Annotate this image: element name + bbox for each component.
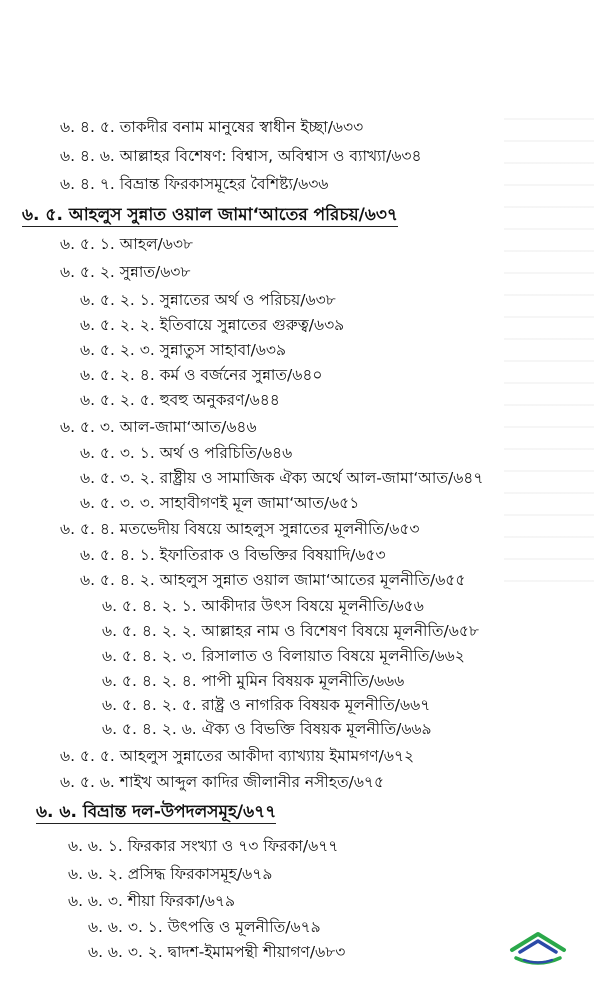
- publisher-logo-icon: [506, 928, 570, 968]
- toc-entry: ৬. ৪. ৭. বিভ্রান্ত ফিরকাসমূহের বৈশিষ্ট্য/৬৩৬: [60, 175, 329, 193]
- toc-entry: ৬. ৬. ৩. ১. উৎপত্তি ও মূলনীতি/৬৭৯: [88, 918, 321, 936]
- toc-section-heading-text: ৬. ৬. বিভ্রান্ত দল-উপদলসমূহ/৬৭৭: [36, 802, 277, 822]
- toc-entry: ৬. ৫. ৪. ২. আহলুস সুন্নাত ওয়াল জামা‘আতের মূলনীতি/৬৫৫: [80, 571, 466, 589]
- toc-section-heading: [22, 204, 398, 226]
- toc-entry: ৬. ৫. ৪. ১. ইফাতিরাক ও বিভক্তির বিষয়াদি/৬৫৩: [80, 546, 386, 564]
- toc-section-heading-text: ৬. ৫. আহলুস সুন্নাত ওয়াল জামা‘আতের পরিচয়/৬৩৭: [22, 205, 398, 225]
- toc-entry: ৬. ৫. ৪. ২. ৫. রাষ্ট্র ও নাগরিক বিষয়ক মূলনীতি/৬৬৭: [102, 696, 431, 714]
- toc-entry: ৬. ৫. ৩. ১. অর্থ ও পরিচিতি/৬৪৬: [80, 444, 293, 462]
- toc-entry: ৬. ৫. ২. ৪. কর্ম ও বর্জনের সুন্নাত/৬৪০: [80, 366, 323, 384]
- toc-entry: ৬. ৫. ৪. ২. ৬. ঐক্য ও বিভক্তি বিষয়ক মূলনীতি/৬৬৯: [102, 720, 432, 738]
- toc-entry: ৬. ৬. ৩. ২. দ্বাদশ-ইমামপন্থী শীয়াগণ/৬৮৩: [88, 943, 346, 961]
- toc-entry: ৬. ৬. ৩. শীয়া ফিরকা/৬৭৯: [68, 892, 236, 910]
- toc-entry: ৬. ৬. ১. ফিরকার সংখ্যা ও ৭৩ ফিরকা/৬৭৭: [68, 837, 339, 855]
- toc-entry: ৬. ৫. ২. সুন্নাত/৬৩৮: [60, 263, 191, 281]
- toc-entry: ৬. ৫. ৩. আল-জামা‘আত/৬৪৬: [60, 418, 257, 436]
- toc-entry: ৬. ৫. ৪. মতভেদীয় বিষয়ে আহলুস সুন্নাতের মূলনীতি/৬৫৩: [60, 520, 420, 538]
- toc-entry: ৬. ৫. ২. ৩. সুন্নাতুস সাহাবা/৬৩৯: [80, 341, 287, 359]
- toc-entry: ৬. ৫. ৪. ২. ৪. পাপী মুমিন বিষয়ক মূলনীতি/৬৬৬: [102, 672, 405, 690]
- toc-entry: ৬. ৫. ২. ২. ইতিবায়ে সুন্নাতের গুরুত্ব/৬৩৯: [80, 316, 345, 334]
- toc-entry: ৬. ৬. ২. প্রসিদ্ধ ফিরকাসমূহ/৬৭৯: [68, 865, 273, 883]
- toc-entry: ৬. ৫. ৩. ২. রাষ্ট্রীয় ও সামাজিক ঐক্য অর্থে আল-জামা‘আত/৬৪৭: [80, 469, 484, 487]
- toc-entry: ৬. ৫. ৪. ২. ১. আকীদার উৎস বিষয়ে মূলনীতি/৬৫৬: [102, 597, 424, 615]
- bleed-through-shadow: [504, 118, 594, 588]
- toc-entry: ৬. ৫. ৬. শাইখ আব্দুল কাদির জীলানীর নসীহত/৬৭৫: [60, 773, 385, 791]
- toc-entry: ৬. ৫. ৩. ৩. সাহাবীগণই মূল জামা‘আত/৬৫১: [80, 494, 360, 512]
- toc-section-heading: [36, 801, 276, 823]
- toc-entry: ৬. ৫. ৪. ২. ২. আল্লাহর নাম ও বিশেষণ বিষয়ে মূলনীতি/৬৫৮: [102, 622, 479, 640]
- toc-entry: ৬. ৫. ৪. ২. ৩. রিসালাত ও বিলায়াত বিষয়ে মূলনীতি/৬৬২: [102, 647, 465, 665]
- toc-entry: ৬. ৫. ৫. আহলুস সুন্নাতের আকীদা ব্যাখ্যায় ইমামগণ/৬৭২: [60, 747, 415, 765]
- toc-entry: ৬. ৪. ৬. আল্লাহর বিশেষণ: বিশ্বাস, অবিশ্বাস ও ব্যাখ্যা/৬৩৪: [60, 147, 422, 165]
- toc-entry: ৬. ৫. ১. আহল/৬৩৮: [60, 235, 193, 253]
- toc-entry: ৬. ৫. ২. ৫. হুবহু অনুকরণ/৬৪৪: [80, 391, 280, 409]
- toc-entry: ৬. ৫. ২. ১. সুন্নাতের অর্থ ও পরিচয়/৬৩৮: [80, 291, 336, 309]
- toc-entry: ৬. ৪. ৫. তাকদীর বনাম মানুষের স্বাধীন ইচ্ছা/৬৩৩: [60, 118, 364, 136]
